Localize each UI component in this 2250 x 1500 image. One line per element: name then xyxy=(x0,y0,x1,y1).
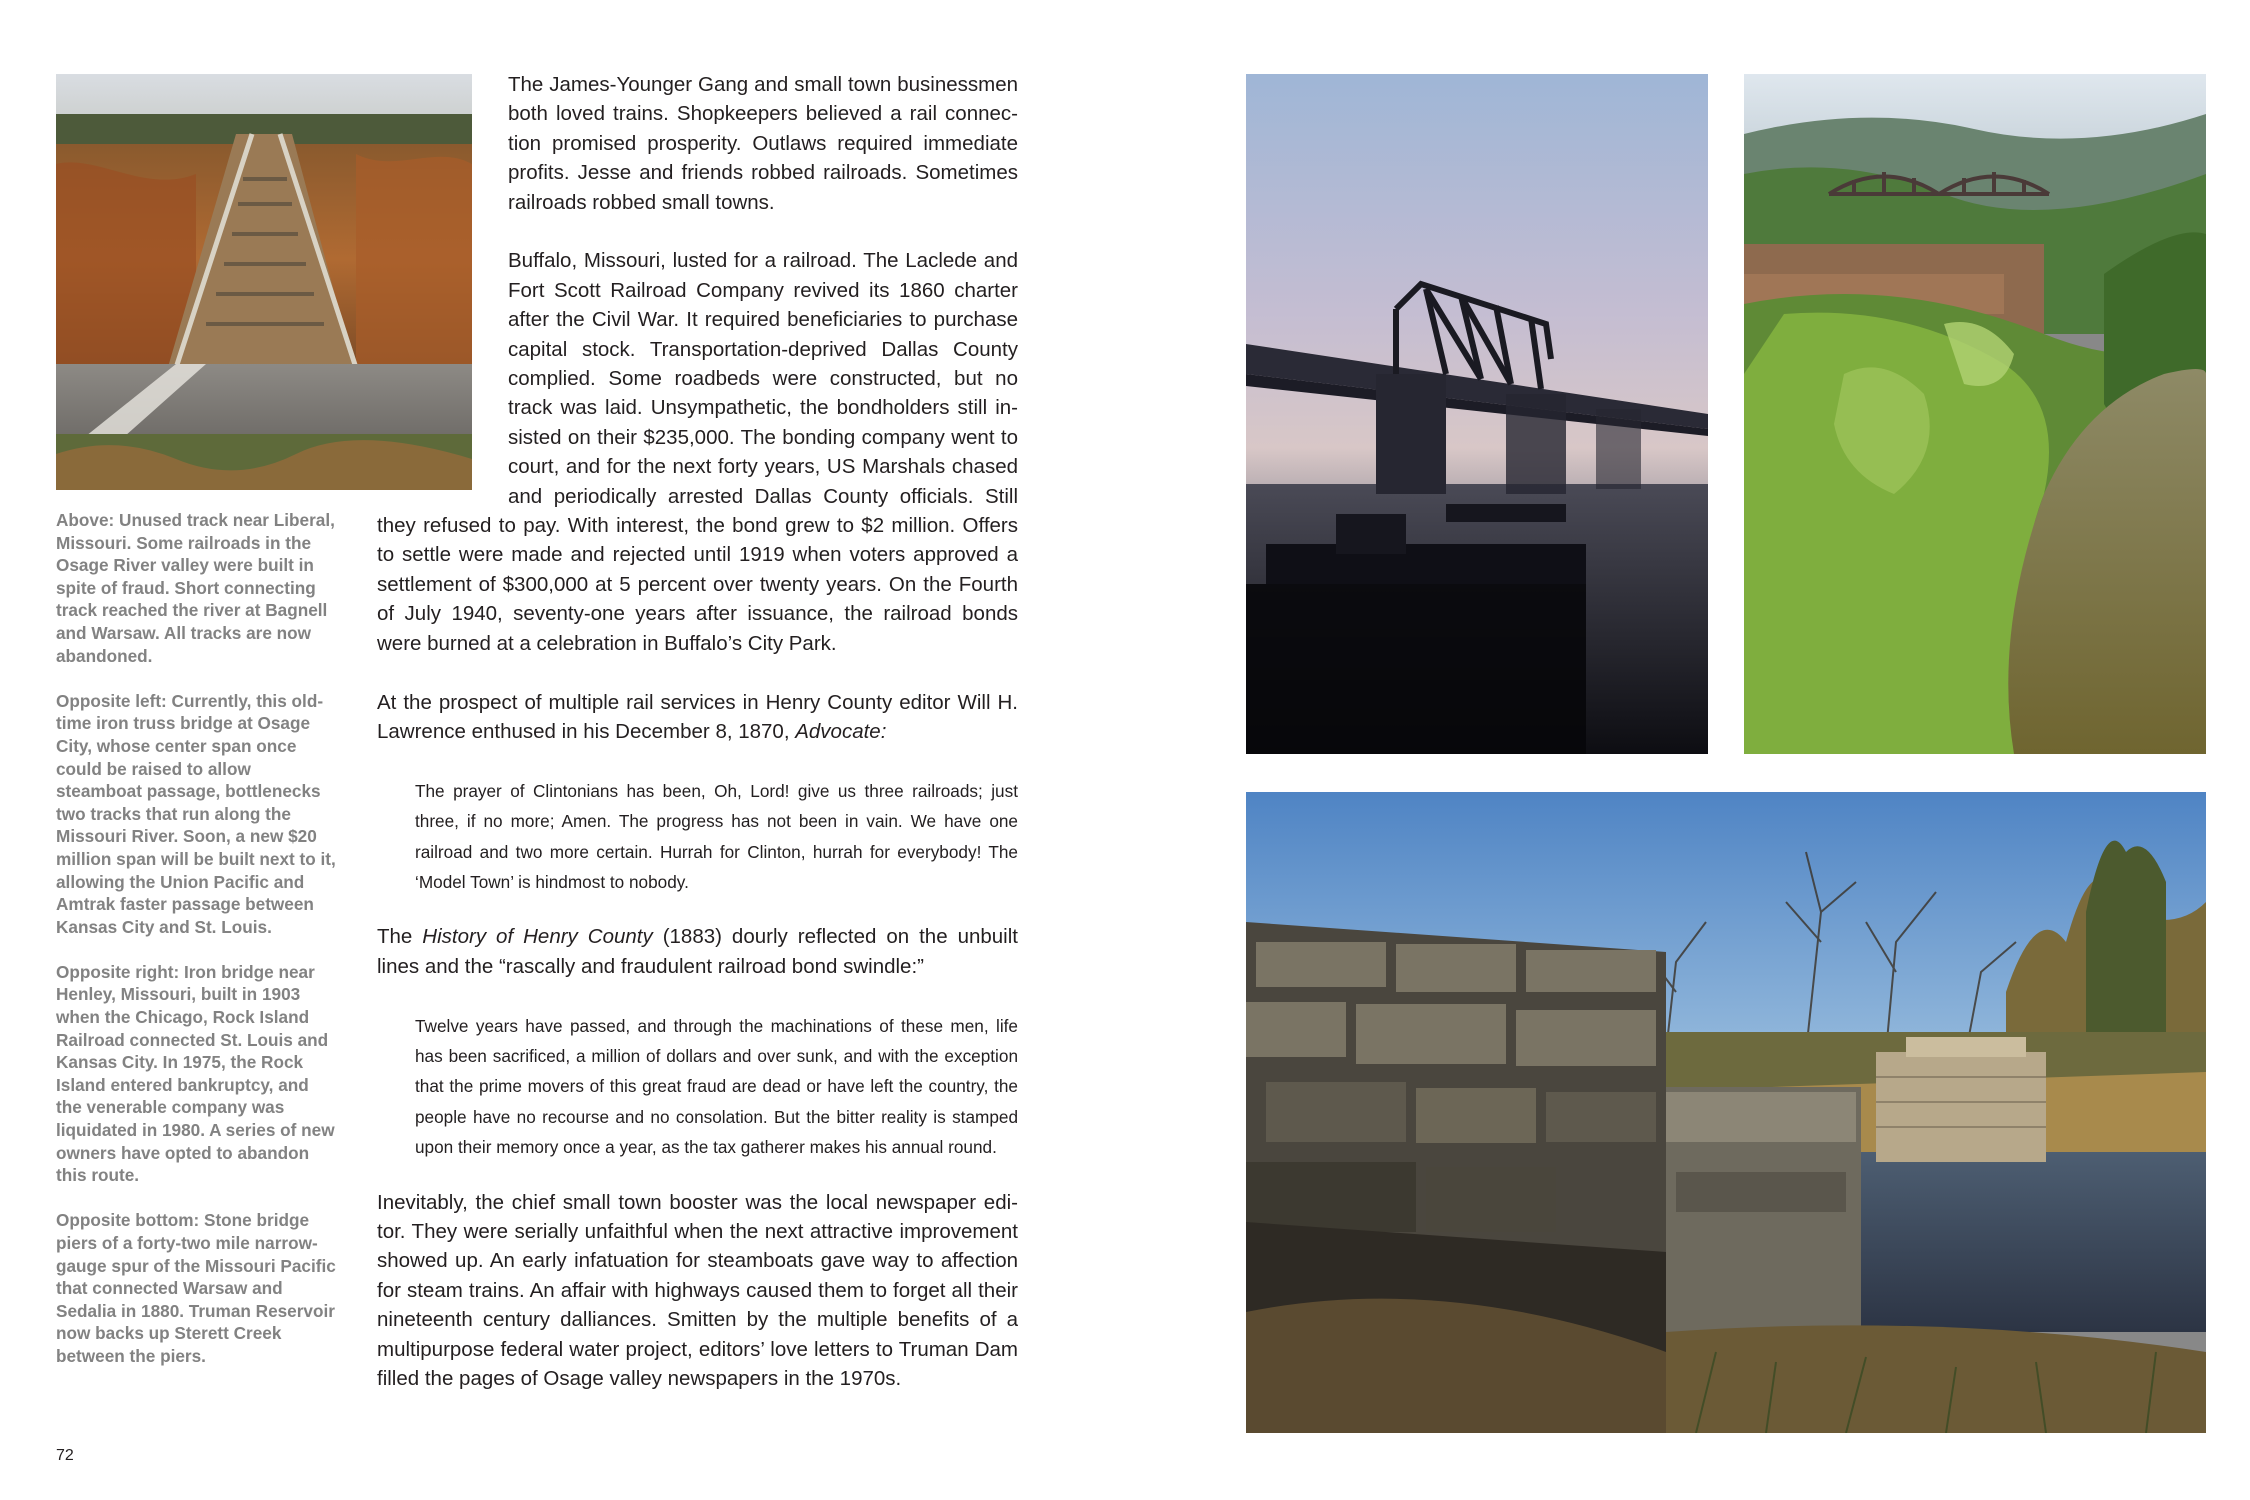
river-iron-bridge-photo xyxy=(1744,74,2206,754)
body-paragraph: The James-Younger Gang and small town businessmen both loved trains. Shopkeepers believed a rail connection promised prosperity. Outlaws required immediate profits. Jesse and friends robbed railroads. Sometimes railroads robbed small towns. xyxy=(508,73,1018,214)
foggy-truss-bridge-photo xyxy=(1246,74,1708,754)
photo-wrap-spacer xyxy=(377,70,508,490)
main-body-text xyxy=(377,70,1018,1423)
body-text-run: (1883) dourly reflected on the unbuilt lines and the “rascally and fraudulent railroad bond swindle:” xyxy=(377,925,1018,978)
caption-opposite-bottom: Opposite bottom: Stone bridge piers of a forty-two mile narrow-gauge spur of the Missouri Pacific that connected Warsaw and Sedalia in 1880. Truman Reservoir now backs up Sterett Creek between the piers. xyxy=(56,1210,336,1366)
river-iron-bridge-image xyxy=(1744,74,2206,754)
block-quote: Twelve years have passed, and through the machinations of these men, life has been sacrificed, a million of dollars and over sunk, and with the exception that the prime movers of this great fraud are dead or have left the country, the people have no recourse and no consolation. But the bitter reality is stamped upon their memory once a year, as the tax gatherer makes his annual round. xyxy=(415,1015,1018,1158)
book-title: History of Henry County xyxy=(422,925,653,949)
stone-bridge-piers-photo xyxy=(1246,792,2206,1433)
stone-bridge-piers-image xyxy=(1246,792,2206,1433)
block-quote: The prayer of Clintonians has been, Oh, Lord! give us three railroads; just three, if no more; Amen. The progress has not been in vain. We have one railroad and two more certain. Hurrah for Clinton, hurrah for everybody! The ‘Model Town’ is hindmost to nobody. xyxy=(415,780,1018,892)
caption-opposite-left: Opposite left: Currently, this old-time iron truss bridge at Osage City, whose center span once could be raised to allow steamboat passage, bottlenecks two tracks that run along the Missouri River. Soon, a new $20 million span will be built next to it, allowing the Union Pacific and Amtrak faster passage between Kansas City and St. Louis. xyxy=(56,690,336,937)
body-paragraph xyxy=(377,688,1018,747)
right-page xyxy=(1125,0,2250,1500)
body-text-run: The xyxy=(377,925,423,949)
publication-title: Advocate: xyxy=(795,719,887,743)
photo-captions xyxy=(56,509,338,1390)
body-paragraph: Inevitably, the chief small town booster was the local newspaper editor. They were serially unfaithful when the next attractive improvement showed up. An early infatuation for steamboats gave way to affection for steam trains. An affair with highways caused them to forget all their nineteenth century dalliances. Smitten by the multiple benefits of a multipurpose federal water project, editors’ love letters to Truman Dam filled the pages of Osage valley newspapers in the 1970s. xyxy=(377,1190,1018,1390)
foggy-truss-bridge-image xyxy=(1246,74,1708,754)
body-paragraph: Buffalo, Missouri, lusted for a railroad. The Laclede and Fort Scott Railroad Company revived its 1860 charter after the Civil War. It required beneficiaries to purchase capital stock. Transportation-deprived Dallas County complied. Some roadbeds were constructed, but no track was laid. Unsympathetic, the bondholders still insisted on their $235,000. The bonding company went to court, and for the next forty years, US Marshals chased and periodically arrested Dallas County officials. Still they refused to pay. With interest, the bond grew to $2 million. Offers to settle were made and rejected until 1919 when voters approved a settlement of $300,000 at 5 percent over twenty years. On the Fourth of July 1940, seventy-one years after issuance, the railroad bonds were burned at a celebration in Buffalo’s City Park. xyxy=(377,249,1018,655)
caption-above: Above: Unused track near Liberal, Missouri. Some railroads in the Osage River valley were built in spite of fraud. Short connecting track reached the river at Bagnell and Warsaw. All tracks are now abandoned. xyxy=(56,510,335,666)
caption-opposite-right: Opposite right: Iron bridge near Henley, Missouri, built in 1903 when the Chicago, Rock Island Railroad connected St. Louis and Kansas City. In 1975, the Rock Island entered bankruptcy, and the venerable company was liquidated in 1980. A series of new owners have opted to abandon this route. xyxy=(56,961,335,1186)
body-paragraph xyxy=(377,922,1018,981)
body-text-run: At the prospect of multiple rail services in Henry County editor Will H. Lawrence enthused in his December 8, 1870, xyxy=(377,690,1018,743)
page-number: 72 xyxy=(56,1447,74,1464)
